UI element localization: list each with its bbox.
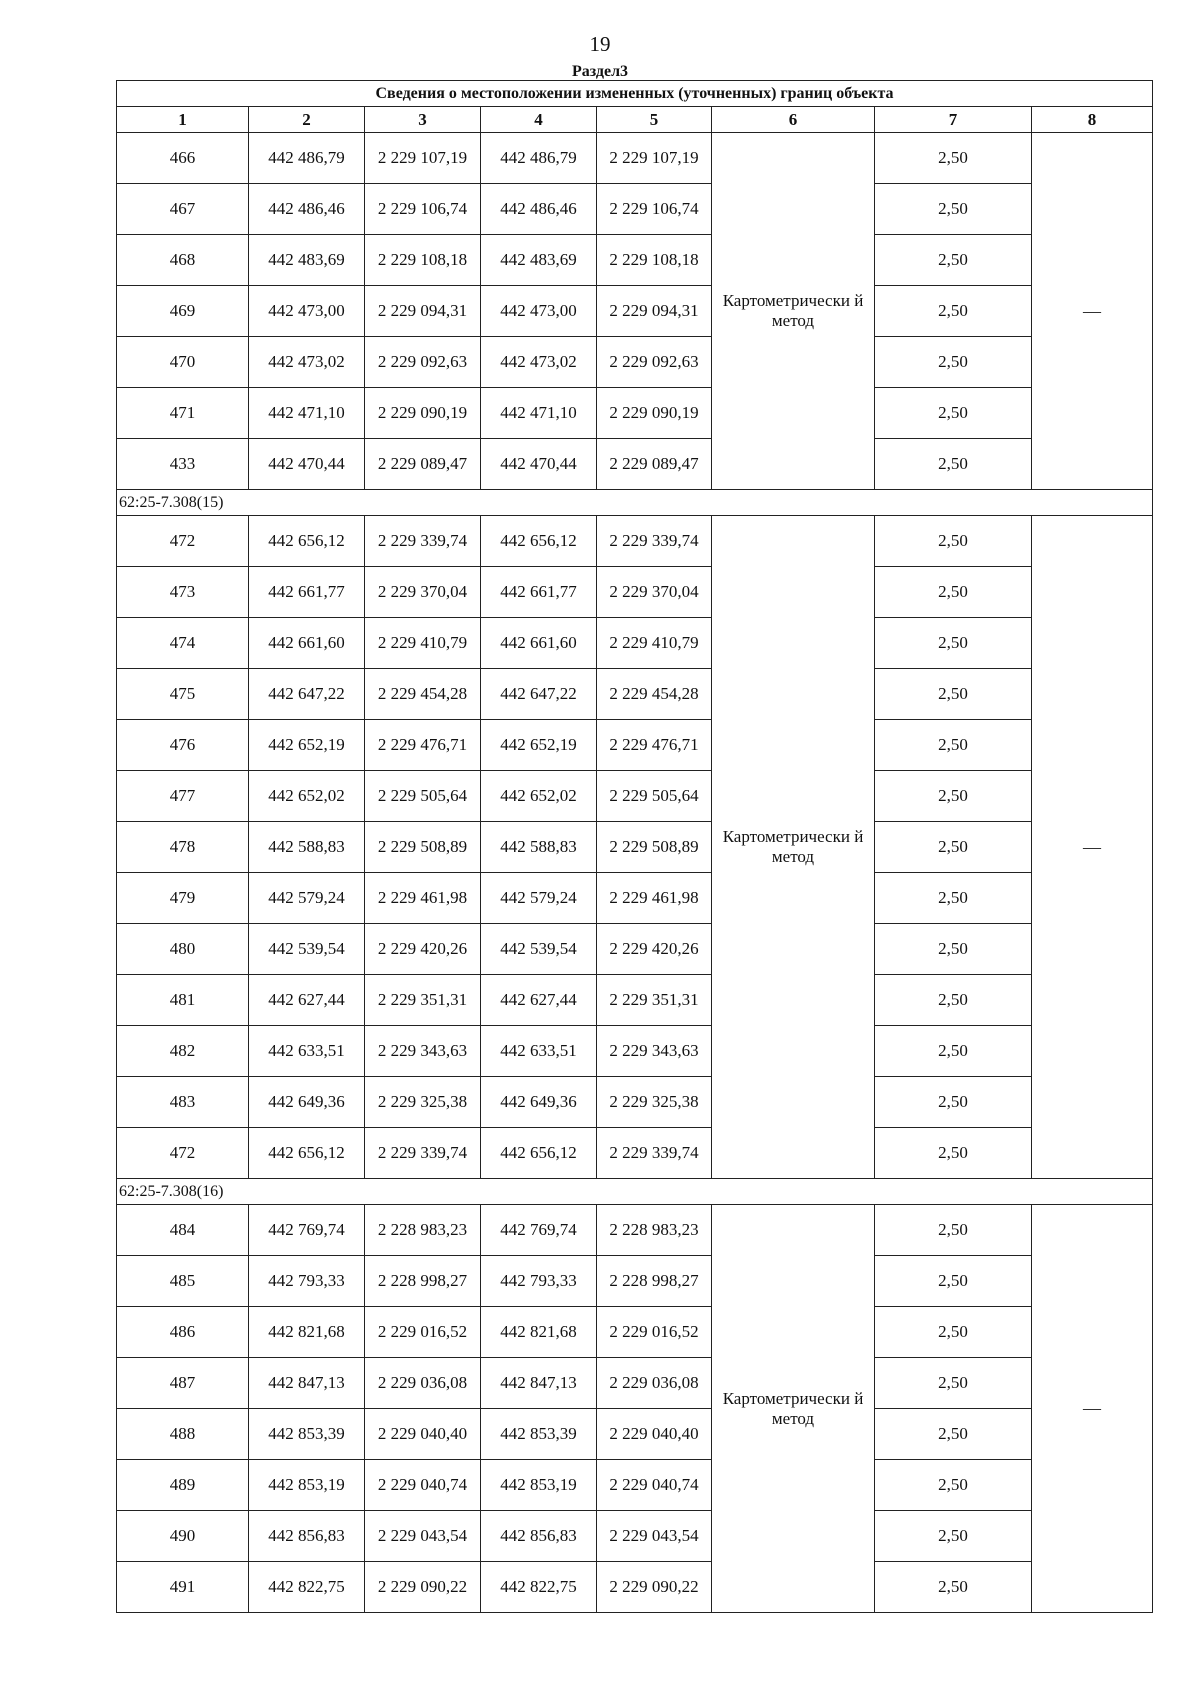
table-body (117, 81, 1153, 1613)
column-header: 4 (481, 107, 597, 133)
x-new-cell: 442 588,83 (481, 822, 597, 873)
y-existing-cell: 2 229 040,40 (365, 1409, 481, 1460)
page-number: 19 (589, 32, 611, 56)
x-existing-cell: 442 769,74 (249, 1205, 365, 1256)
x-existing-cell: 442 473,00 (249, 286, 365, 337)
x-new-cell: 442 486,46 (481, 184, 597, 235)
accuracy-cell: 2,50 (875, 516, 1032, 567)
accuracy-cell: 2,50 (875, 439, 1032, 490)
point-number-cell: 472 (117, 516, 249, 567)
accuracy-cell: 2,50 (875, 618, 1032, 669)
x-existing-cell: 442 656,12 (249, 1128, 365, 1179)
x-new-cell: 442 539,54 (481, 924, 597, 975)
table-row (117, 1307, 1153, 1358)
x-new-cell: 442 847,13 (481, 1358, 597, 1409)
y-existing-cell: 2 228 983,23 (365, 1205, 481, 1256)
x-existing-cell: 442 656,12 (249, 516, 365, 567)
point-number-cell: 488 (117, 1409, 249, 1460)
column-header: 6 (712, 107, 875, 133)
x-existing-cell: 442 627,44 (249, 975, 365, 1026)
method-cell: Картометрически й метод (712, 133, 875, 490)
table-row (117, 439, 1153, 490)
accuracy-cell: 2,50 (875, 1562, 1032, 1613)
y-existing-cell: 2 229 016,52 (365, 1307, 481, 1358)
y-existing-cell: 2 229 108,18 (365, 235, 481, 286)
x-new-cell: 442 769,74 (481, 1205, 597, 1256)
y-new-cell: 2 228 998,27 (597, 1256, 712, 1307)
table-row (117, 1511, 1153, 1562)
y-existing-cell: 2 229 106,74 (365, 184, 481, 235)
y-existing-cell: 2 229 505,64 (365, 771, 481, 822)
accuracy-cell: 2,50 (875, 1511, 1032, 1562)
y-new-cell: 2 229 016,52 (597, 1307, 712, 1358)
x-existing-cell: 442 822,75 (249, 1562, 365, 1613)
x-existing-cell: 442 633,51 (249, 1026, 365, 1077)
y-new-cell: 2 229 420,26 (597, 924, 712, 975)
point-number-cell: 490 (117, 1511, 249, 1562)
x-new-cell: 442 856,83 (481, 1511, 597, 1562)
x-new-cell: 442 633,51 (481, 1026, 597, 1077)
table-row (117, 1128, 1153, 1179)
y-existing-cell: 2 229 094,31 (365, 286, 481, 337)
x-new-cell: 442 473,02 (481, 337, 597, 388)
x-new-cell: 442 473,00 (481, 286, 597, 337)
table-row (117, 618, 1153, 669)
method-cell: Картометрически й метод (712, 1205, 875, 1613)
group-label: 62:25-7.308(16) (117, 1179, 1153, 1205)
point-number-cell: 433 (117, 439, 249, 490)
point-number-cell: 481 (117, 975, 249, 1026)
x-existing-cell: 442 821,68 (249, 1307, 365, 1358)
y-existing-cell: 2 229 107,19 (365, 133, 481, 184)
column-header: 3 (365, 107, 481, 133)
point-number-cell: 476 (117, 720, 249, 771)
y-existing-cell: 2 229 420,26 (365, 924, 481, 975)
table-row (117, 133, 1153, 184)
point-number-cell: 475 (117, 669, 249, 720)
point-number-cell: 469 (117, 286, 249, 337)
table-caption: Сведения о местоположении измененных (уточненных) границ объекта (117, 81, 1153, 107)
x-new-cell: 442 661,60 (481, 618, 597, 669)
table-row (117, 1409, 1153, 1460)
x-existing-cell: 442 661,60 (249, 618, 365, 669)
accuracy-cell: 2,50 (875, 235, 1032, 286)
x-existing-cell: 442 470,44 (249, 439, 365, 490)
x-new-cell: 442 471,10 (481, 388, 597, 439)
point-number-cell: 477 (117, 771, 249, 822)
x-new-cell: 442 821,68 (481, 1307, 597, 1358)
y-existing-cell: 2 229 089,47 (365, 439, 481, 490)
x-existing-cell: 442 539,54 (249, 924, 365, 975)
section-title: Раздел3 (571, 63, 629, 80)
note-cell: — (1032, 1205, 1153, 1613)
x-new-cell: 442 853,39 (481, 1409, 597, 1460)
accuracy-cell: 2,50 (875, 1409, 1032, 1460)
x-new-cell: 442 652,19 (481, 720, 597, 771)
table-row (117, 516, 1153, 567)
point-number-cell: 486 (117, 1307, 249, 1358)
x-new-cell: 442 853,19 (481, 1460, 597, 1511)
x-existing-cell: 442 588,83 (249, 822, 365, 873)
x-existing-cell: 442 652,02 (249, 771, 365, 822)
note-cell: — (1032, 133, 1153, 490)
x-new-cell: 442 486,79 (481, 133, 597, 184)
point-number-cell: 480 (117, 924, 249, 975)
y-existing-cell: 2 229 040,74 (365, 1460, 481, 1511)
column-header: 5 (597, 107, 712, 133)
y-new-cell: 2 229 040,74 (597, 1460, 712, 1511)
point-number-cell: 470 (117, 337, 249, 388)
table-row (117, 873, 1153, 924)
y-existing-cell: 2 229 339,74 (365, 1128, 481, 1179)
y-new-cell: 2 229 343,63 (597, 1026, 712, 1077)
table-row (117, 1460, 1153, 1511)
y-new-cell: 2 229 410,79 (597, 618, 712, 669)
group-label-row (117, 490, 1153, 516)
table-row (117, 924, 1153, 975)
y-existing-cell: 2 229 410,79 (365, 618, 481, 669)
table-row (117, 337, 1153, 388)
y-existing-cell: 2 229 036,08 (365, 1358, 481, 1409)
y-new-cell: 2 229 476,71 (597, 720, 712, 771)
point-number-cell: 479 (117, 873, 249, 924)
y-new-cell: 2 229 036,08 (597, 1358, 712, 1409)
y-new-cell: 2 229 108,18 (597, 235, 712, 286)
y-new-cell: 2 229 325,38 (597, 1077, 712, 1128)
table-row (117, 1358, 1153, 1409)
x-existing-cell: 442 853,19 (249, 1460, 365, 1511)
x-new-cell: 442 627,44 (481, 975, 597, 1026)
x-existing-cell: 442 579,24 (249, 873, 365, 924)
point-number-cell: 467 (117, 184, 249, 235)
y-new-cell: 2 229 508,89 (597, 822, 712, 873)
x-new-cell: 442 661,77 (481, 567, 597, 618)
point-number-cell: 472 (117, 1128, 249, 1179)
y-new-cell: 2 229 351,31 (597, 975, 712, 1026)
table-row (117, 771, 1153, 822)
point-number-cell: 482 (117, 1026, 249, 1077)
x-new-cell: 442 656,12 (481, 1128, 597, 1179)
accuracy-cell: 2,50 (875, 1026, 1032, 1077)
x-existing-cell: 442 652,19 (249, 720, 365, 771)
table-row (117, 822, 1153, 873)
accuracy-cell: 2,50 (875, 771, 1032, 822)
accuracy-cell: 2,50 (875, 286, 1032, 337)
x-new-cell: 442 656,12 (481, 516, 597, 567)
y-new-cell: 2 229 454,28 (597, 669, 712, 720)
y-new-cell: 2 229 092,63 (597, 337, 712, 388)
accuracy-cell: 2,50 (875, 1205, 1032, 1256)
point-number-cell: 473 (117, 567, 249, 618)
x-existing-cell: 442 471,10 (249, 388, 365, 439)
x-existing-cell: 442 486,79 (249, 133, 365, 184)
y-new-cell: 2 229 339,74 (597, 1128, 712, 1179)
y-existing-cell: 2 229 090,19 (365, 388, 481, 439)
y-new-cell: 2 229 089,47 (597, 439, 712, 490)
accuracy-cell: 2,50 (875, 1460, 1032, 1511)
y-new-cell: 2 228 983,23 (597, 1205, 712, 1256)
point-number-cell: 484 (117, 1205, 249, 1256)
table-caption-row (117, 81, 1153, 107)
y-new-cell: 2 229 090,22 (597, 1562, 712, 1613)
accuracy-cell: 2,50 (875, 822, 1032, 873)
y-existing-cell: 2 228 998,27 (365, 1256, 481, 1307)
y-new-cell: 2 229 106,74 (597, 184, 712, 235)
y-existing-cell: 2 229 339,74 (365, 516, 481, 567)
point-number-cell: 489 (117, 1460, 249, 1511)
column-header: 2 (249, 107, 365, 133)
point-number-cell: 491 (117, 1562, 249, 1613)
y-existing-cell: 2 229 343,63 (365, 1026, 481, 1077)
y-existing-cell: 2 229 090,22 (365, 1562, 481, 1613)
method-cell: Картометрически й метод (712, 516, 875, 1179)
x-new-cell: 442 647,22 (481, 669, 597, 720)
accuracy-cell: 2,50 (875, 873, 1032, 924)
y-new-cell: 2 229 094,31 (597, 286, 712, 337)
table-row (117, 975, 1153, 1026)
x-existing-cell: 442 853,39 (249, 1409, 365, 1460)
table-row (117, 567, 1153, 618)
point-number-cell: 483 (117, 1077, 249, 1128)
point-number-cell: 478 (117, 822, 249, 873)
x-new-cell: 442 793,33 (481, 1256, 597, 1307)
x-existing-cell: 442 649,36 (249, 1077, 365, 1128)
y-existing-cell: 2 229 461,98 (365, 873, 481, 924)
x-existing-cell: 442 793,33 (249, 1256, 365, 1307)
point-number-cell: 466 (117, 133, 249, 184)
accuracy-cell: 2,50 (875, 1256, 1032, 1307)
table-row (117, 720, 1153, 771)
x-new-cell: 442 483,69 (481, 235, 597, 286)
point-number-cell: 487 (117, 1358, 249, 1409)
x-new-cell: 442 649,36 (481, 1077, 597, 1128)
table-header-row (117, 107, 1153, 133)
table-row (117, 1205, 1153, 1256)
x-existing-cell: 442 647,22 (249, 669, 365, 720)
x-new-cell: 442 652,02 (481, 771, 597, 822)
table-row (117, 1562, 1153, 1613)
x-new-cell: 442 822,75 (481, 1562, 597, 1613)
x-existing-cell: 442 847,13 (249, 1358, 365, 1409)
table-row (117, 184, 1153, 235)
table-row (117, 1077, 1153, 1128)
x-existing-cell: 442 473,02 (249, 337, 365, 388)
accuracy-cell: 2,50 (875, 720, 1032, 771)
x-new-cell: 442 470,44 (481, 439, 597, 490)
y-new-cell: 2 229 040,40 (597, 1409, 712, 1460)
accuracy-cell: 2,50 (875, 184, 1032, 235)
group-label: 62:25-7.308(15) (117, 490, 1153, 516)
x-existing-cell: 442 486,46 (249, 184, 365, 235)
accuracy-cell: 2,50 (875, 388, 1032, 439)
x-existing-cell: 442 661,77 (249, 567, 365, 618)
accuracy-cell: 2,50 (875, 669, 1032, 720)
table-row (117, 1026, 1153, 1077)
table-row (117, 286, 1153, 337)
accuracy-cell: 2,50 (875, 133, 1032, 184)
point-number-cell: 471 (117, 388, 249, 439)
y-new-cell: 2 229 090,19 (597, 388, 712, 439)
y-existing-cell: 2 229 370,04 (365, 567, 481, 618)
y-existing-cell: 2 229 508,89 (365, 822, 481, 873)
column-header: 1 (117, 107, 249, 133)
accuracy-cell: 2,50 (875, 1077, 1032, 1128)
column-header: 8 (1032, 107, 1153, 133)
point-number-cell: 485 (117, 1256, 249, 1307)
table-row (117, 235, 1153, 286)
table-row (117, 669, 1153, 720)
y-existing-cell: 2 229 043,54 (365, 1511, 481, 1562)
boundary-coordinates-table (116, 80, 1153, 1613)
y-existing-cell: 2 229 092,63 (365, 337, 481, 388)
y-new-cell: 2 229 339,74 (597, 516, 712, 567)
x-existing-cell: 442 856,83 (249, 1511, 365, 1562)
column-header: 7 (875, 107, 1032, 133)
y-new-cell: 2 229 370,04 (597, 567, 712, 618)
point-number-cell: 468 (117, 235, 249, 286)
accuracy-cell: 2,50 (875, 975, 1032, 1026)
accuracy-cell: 2,50 (875, 337, 1032, 388)
accuracy-cell: 2,50 (875, 1358, 1032, 1409)
y-existing-cell: 2 229 454,28 (365, 669, 481, 720)
accuracy-cell: 2,50 (875, 1307, 1032, 1358)
y-new-cell: 2 229 107,19 (597, 133, 712, 184)
table-row (117, 388, 1153, 439)
accuracy-cell: 2,50 (875, 924, 1032, 975)
group-label-row (117, 1179, 1153, 1205)
x-new-cell: 442 579,24 (481, 873, 597, 924)
note-cell: — (1032, 516, 1153, 1179)
y-new-cell: 2 229 043,54 (597, 1511, 712, 1562)
y-existing-cell: 2 229 351,31 (365, 975, 481, 1026)
point-number-cell: 474 (117, 618, 249, 669)
accuracy-cell: 2,50 (875, 567, 1032, 618)
y-existing-cell: 2 229 325,38 (365, 1077, 481, 1128)
accuracy-cell: 2,50 (875, 1128, 1032, 1179)
y-new-cell: 2 229 505,64 (597, 771, 712, 822)
y-existing-cell: 2 229 476,71 (365, 720, 481, 771)
y-new-cell: 2 229 461,98 (597, 873, 712, 924)
table-row (117, 1256, 1153, 1307)
x-existing-cell: 442 483,69 (249, 235, 365, 286)
